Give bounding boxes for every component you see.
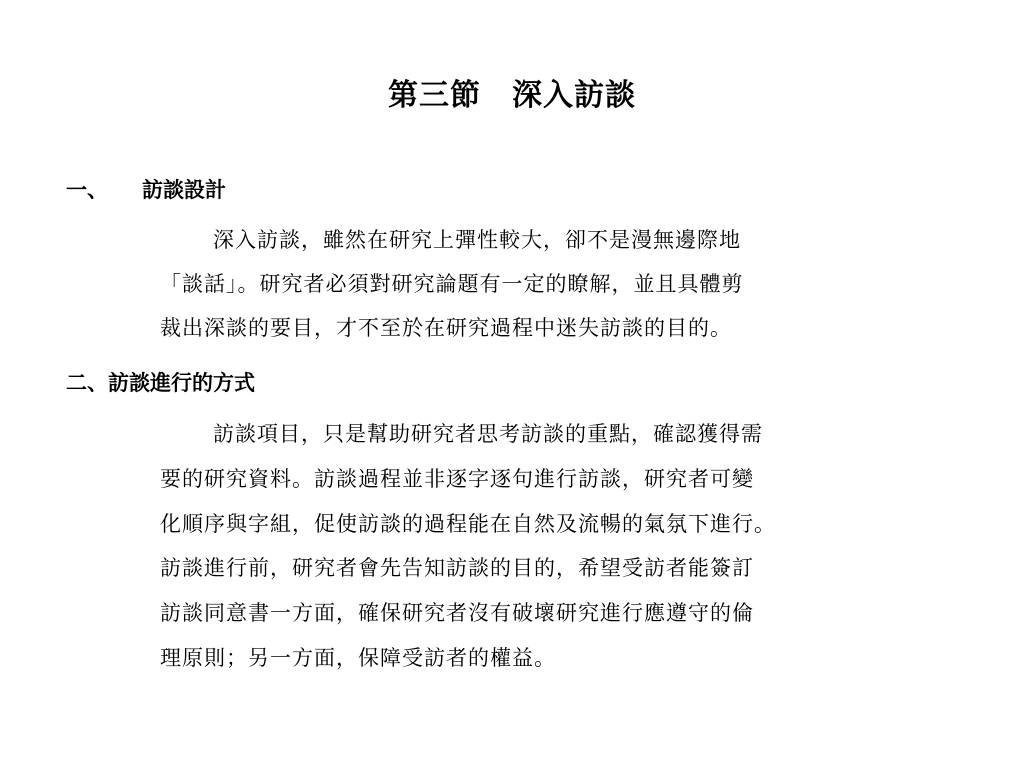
- paragraph-line: 訪談同意書一方面，確保研究者沒有破壞研究進行應遵守的倫: [160, 601, 754, 625]
- section-heading-method: [66, 369, 255, 397]
- paragraph-line: 要的研究資料。訪談過程並非逐字逐句進行訪談，研究者可變: [160, 467, 754, 491]
- paragraph-line: 「談話」。研究者必須對研究論題有一定的瞭解，並且具體剪: [160, 272, 744, 296]
- paragraph-line: 化順序與字組，促使訪談的過程能在自然及流暢的氣氛下進行。: [160, 512, 776, 536]
- section-number: 一、: [66, 177, 108, 202]
- section-heading-text: 訪談設計: [142, 177, 226, 202]
- paragraph-line: 訪談進行前，研究者會先告知訪談的目的，希望受訪者能簽訂: [160, 556, 754, 580]
- section-heading-design: [66, 176, 226, 204]
- section-number: 二、: [66, 370, 108, 395]
- paragraph-line: 理原則；另一方面，保障受訪者的權益。: [160, 646, 556, 670]
- paragraph-line: 裁出深談的要目，才不至於在研究過程中迷失訪談的目的。: [160, 316, 732, 340]
- paragraph-line: 訪談項目，只是幫助研究者思考訪談的重點，確認獲得需: [213, 422, 763, 446]
- paragraph-line: 深入訪談，雖然在研究上彈性較大，卻不是漫無邊際地: [213, 228, 741, 252]
- page-title: 第三節 深入訪談: [388, 78, 636, 113]
- section-heading-text: 訪談進行的方式: [108, 370, 255, 395]
